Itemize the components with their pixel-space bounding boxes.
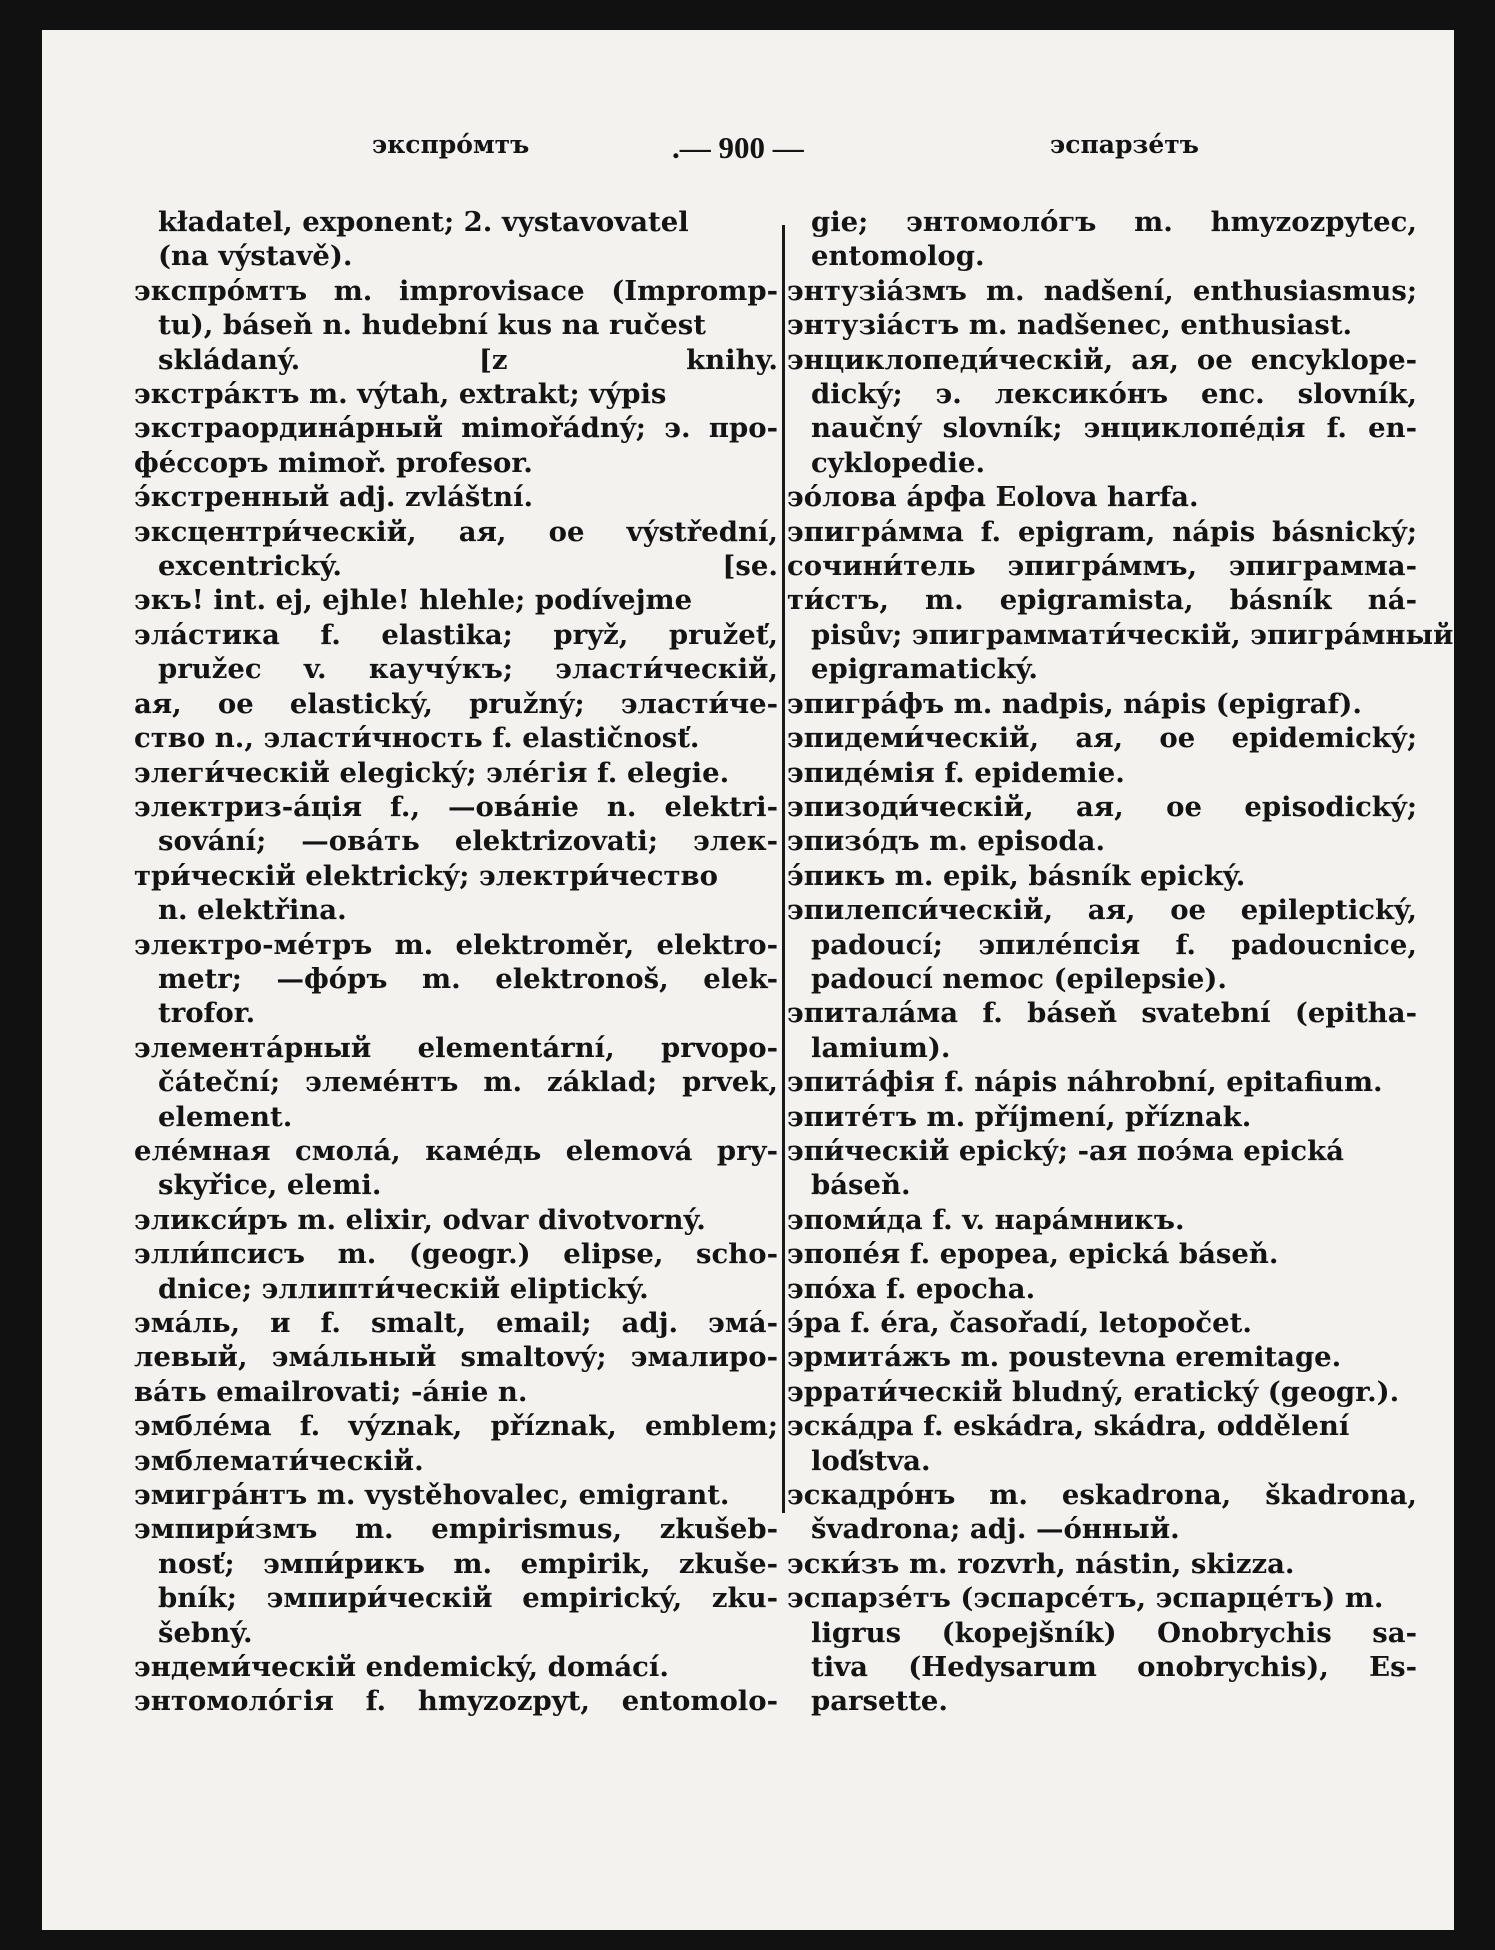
entry-line: (na výstavě). (158, 240, 353, 273)
entry-line: šebný. (158, 1616, 253, 1649)
entry-line: эла́стика f. elastika; pryž, pružeť, (134, 618, 778, 651)
entry-line: эпи́ческій epický; -ая поэ́ма epická (787, 1134, 1344, 1167)
entry-line: čáteční; элеме́нтъ m. základ; prvek, (158, 1066, 778, 1099)
entry-line: sování; —ова́ть elektrizovati; элек- (158, 825, 778, 858)
entry-line: эпита́фія f. nápis náhrobní, epitafium. (787, 1066, 1383, 1099)
entry-line: excentrický. [se. (158, 550, 778, 583)
entry-line: элемента́рный elementární, prvopo- (134, 1031, 778, 1064)
entry-line: энтомоло́гія f. hmyzozpyt, entomolo- (134, 1685, 778, 1718)
entry-line: epigramatický. (811, 653, 1038, 686)
right-column (787, 205, 1454, 1719)
entry-line: эрмита́жъ m. poustevna eremitage. (787, 1341, 1342, 1374)
entry-line: энтузіа́стъ m. nadšenec, enthusiast. (787, 309, 1353, 342)
entry-line: эпилепси́ческій, ая, ое epileptický, (787, 894, 1417, 927)
column-divider (782, 225, 785, 1513)
entry-line: эма́ль, и f. smalt, email; adj. эма́- (134, 1307, 778, 1339)
header-left-headword: экспро́мтъ (372, 130, 530, 159)
entry-line: эскадро́нъ m. eskadrona, škadrona, (787, 1479, 1417, 1512)
entry-line: эмбле́ма f. význak, příznak, emblem; (134, 1410, 778, 1443)
entry-line: kładatel, exponent; 2. vystavovatel (158, 206, 689, 238)
entry-line: эпизо́дъ m. episoda. (787, 825, 1106, 858)
entry-line: эпидеми́ческій, ая, ое epidemický; (787, 722, 1417, 755)
entry-line: gie; энтомоло́гъ m. hmyzozpytec, (811, 206, 1417, 238)
entry-line: skyřice, elemi. (158, 1169, 382, 1202)
entry-line: три́ческій elektrický; электри́чество (134, 859, 718, 892)
entry-line: энциклопеди́ческій, ая, ое encyklope- (787, 343, 1417, 376)
entry-line: эксцентри́ческій, ая, ое výstřední, (134, 515, 778, 548)
entry-line: padoucí nemoc (epilepsie). (811, 962, 1227, 995)
entry-line: loďstva. (811, 1444, 931, 1477)
entry-line: э́пикъ m. epik, básník epický. (787, 859, 1246, 892)
entry-line: ство n., эласти́чность f. elastičnosť. (134, 722, 700, 755)
entry-line: эпо́ха f. epocha. (787, 1272, 1036, 1305)
entry-line: ва́ть emailrovati; -а́ніе n. (134, 1375, 528, 1408)
entry-line: naučný slovník; энциклопе́дія f. en- (811, 412, 1417, 445)
entry-line: еле́мная смола́, каме́дь elemová pry- (134, 1134, 778, 1167)
entry-line: эпигра́мма f. epigram, nápis básnický; (787, 515, 1417, 548)
entry-line: entomolog. (811, 240, 985, 273)
entry-line: эска́дра f. eskádra, skádra, oddělení (787, 1410, 1350, 1443)
dictionary-page (42, 30, 1454, 1930)
entry-line: báseň. (811, 1169, 911, 1202)
entry-line: padoucí; эпиле́псія f. padoucnice, (811, 928, 1417, 961)
entry-line: эпоми́да f. v. нара́мникъ. (787, 1203, 1185, 1236)
entry-line: фе́ссоръ mimoř. profesor. (134, 446, 533, 479)
entry-line: эпите́тъ m. příjmení, příznak. (787, 1100, 1252, 1133)
entry-line: левый, эма́льный smaltový; эмалиро- (134, 1341, 778, 1374)
entry-line: cyklopedie. (811, 446, 986, 479)
entry-line: эпиде́мія f. epidemie. (787, 756, 1125, 789)
entry-line: ти́стъ, m. epigramista, básník ná- (787, 584, 1417, 617)
entry-line: электро-ме́тръ m. elektroměr, elektro- (134, 928, 778, 961)
header-right-headword: эспарзе́тъ (1050, 130, 1199, 159)
entry-line: švadrona; adj. —о́нный. (811, 1513, 1180, 1546)
entry-line: parsette. (811, 1685, 948, 1718)
entry-line: экспро́мтъ m. improvisace (Impromp- (134, 274, 778, 307)
page-number: .— 900 — (672, 130, 804, 165)
entry-line: сочини́тель эпигра́ммъ, эпиграмма- (787, 550, 1417, 583)
entry-line: pisův; эпиграммати́ческій, эпигра́мный (811, 618, 1454, 651)
page-header (42, 130, 1454, 170)
entry-line: element. (158, 1100, 293, 1133)
entry-line: эпитала́ма f. báseň svatební (epitha- (787, 997, 1417, 1030)
entry-line: энтузіа́змъ m. nadšení, enthusiasmus; (787, 274, 1417, 307)
entry-line: ая, ое elastický, pružný; эласти́че- (134, 687, 778, 720)
entry-line: экстра́ктъ m. výtah, extrakt; výpis (134, 378, 667, 411)
entry-line: эпизоди́ческій, ая, ое episodický; (787, 790, 1417, 823)
entry-line: tu), báseň n. hudební kus na ručest (158, 309, 706, 342)
entry-line: электриз-а́ція f., —ова́ніе n. elektri- (134, 790, 778, 823)
entry-line: эспарзе́тъ (эспарсе́тъ, эспарце́тъ) m. (787, 1582, 1384, 1615)
entry-line: nosť; эмпи́рикъ m. empirik, zkuše- (158, 1547, 778, 1580)
entry-line: dický; э. лексико́нъ enc. slovník, (811, 378, 1417, 411)
entry-line: эпигра́фъ m. nadpis, nápis (epigraf). (787, 687, 1362, 720)
entry-line: n. elektřina. (158, 894, 347, 927)
entry-line: эмпири́змъ m. empirismus, zkušeb- (134, 1513, 778, 1546)
entry-line: э́ра f. éra, časořadí, letopočet. (787, 1307, 1252, 1339)
entry-line: эндеми́ческій endemický, domácí. (134, 1651, 669, 1684)
entry-line: tiva (Hedysarum onobrychis), Es- (811, 1651, 1417, 1684)
entry-line: э́кстренный adj. zvláštní. (134, 481, 534, 514)
entry-line: эски́зъ m. rozvrh, nástin, skizza. (787, 1547, 1295, 1580)
entry-line: эррати́ческій bludný, eratický (geogr.). (787, 1375, 1400, 1408)
entry-line: dnice; эллипти́ческій eliptický. (158, 1272, 649, 1305)
entry-line: экъ! int. ej, ejhle! hlehle; podívejme (134, 584, 693, 617)
left-column (134, 205, 778, 1719)
entry-line: эмблемати́ческій. (134, 1444, 424, 1477)
entry-line: lamium). (811, 1031, 951, 1064)
entry-line: эмигра́нтъ m. vystěhovalec, emigrant. (134, 1479, 730, 1512)
entry-line: элеги́ческій elegický; эле́гія f. elegie. (134, 756, 730, 789)
entry-line: экстраордина́рный mimořádný; э. про- (134, 412, 778, 445)
entry-line: элли́псисъ m. (geogr.) elipse, scho- (134, 1238, 778, 1271)
entry-line: эо́лова а́рфа Eolova harfa. (787, 481, 1199, 514)
entry-line: bník; эмпири́ческій empirický, zku- (158, 1582, 778, 1615)
entry-line: trofor. (158, 997, 256, 1030)
entry-line: ligrus (kopejšník) Onobrychis sa- (811, 1616, 1417, 1649)
entry-line: эпопе́я f. epopea, epická báseň. (787, 1238, 1279, 1271)
entry-line: эликси́ръ m. elixir, odvar divotvorný. (134, 1203, 706, 1236)
entry-line: skládaný. [z knihy. (158, 343, 778, 376)
entry-line: pružec v. каучу́къ; эласти́ческій, (158, 653, 778, 686)
entry-line: metr; —фо́ръ m. elektronoš, elek- (158, 962, 778, 995)
